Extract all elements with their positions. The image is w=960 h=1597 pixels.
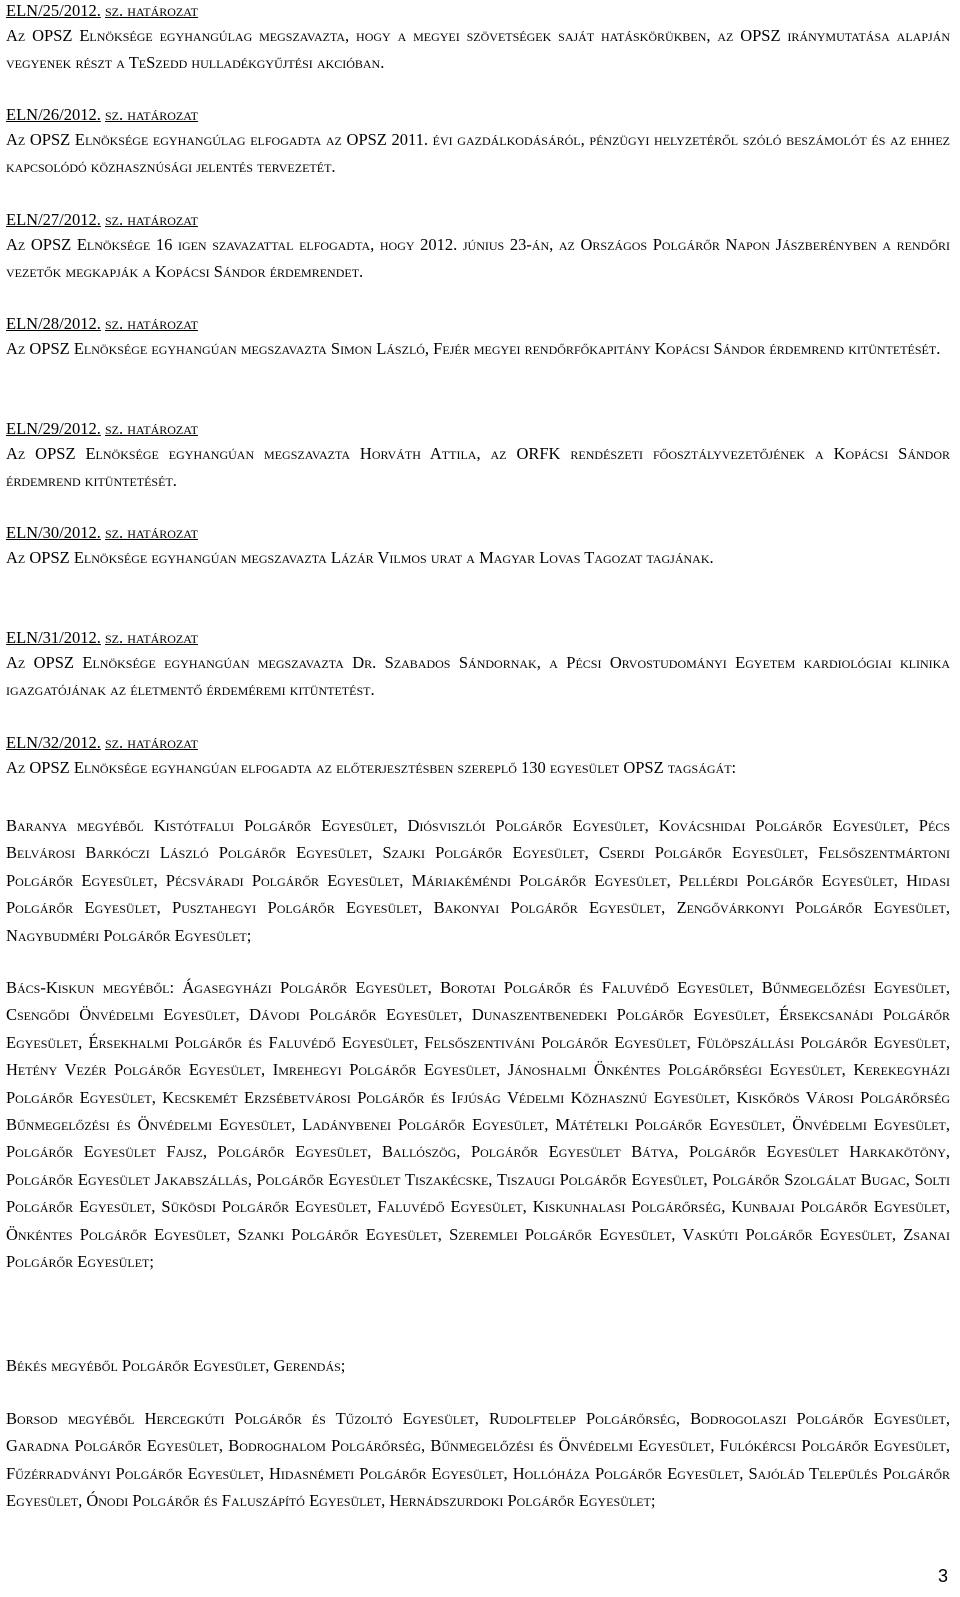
resolution-heading (6, 104, 950, 126)
resolution-text: Az OPSZ Elnöksége egyhangúlag elfogadta az OPSZ 2011. évi gazdálkodásáról, pénzügyi helyzetéről szóló beszámolót és az ehhez kapcsolódó közhasznúsági jelentés tervezetét. (6, 130, 950, 176)
resolution-1 (6, 0, 950, 76)
resolution-6 (6, 522, 950, 571)
resolution-suffix: sz. határozat (105, 733, 198, 752)
resolution-number: ELN/28/2012. (6, 314, 101, 333)
resolution-heading (6, 522, 950, 544)
resolution-number: ELN/29/2012. (6, 419, 101, 438)
resolution-number: ELN/25/2012. (6, 1, 101, 20)
page-number: 3 (937, 1566, 948, 1586)
resolution-text: Az OPSZ Elnöksége egyhangúan megszavazta Horváth Attila, az ORFK rendészeti főosztályvezetőjének a Kopácsi Sándor érdemrend kitüntetését. (6, 444, 950, 490)
resolution-suffix: sz. határozat (105, 419, 198, 438)
resolution-heading (6, 313, 950, 335)
resolution-4 (6, 313, 950, 362)
county-list-baranya: Baranya megyéből Kistótfalui Polgárőr Egyesület, Diósviszlói Polgárőr Egyesület, Kovácshidai Polgárőr Egyesület, Pécs Belvárosi Barkóczi László Polgárőr Egyesület, Szajki Polgárőr Egyesület, Cserdi Polgárőr Egyesület, Felsőszentmártoni Polgárőr Egyesület, Pécsváradi Polgárőr Egyesület, Máriakéméndi Polgárőr Egyesület, Pellérdi Polgárőr Egyesület, Hidasi Polgárőr Egyesület, Pusztahegyi Polgárőr Egyesület, Bakonyai Polgárőr Egyesület, Zengővárkonyi Polgárőr Egyesület, Nagybudméri Polgárőr Egyesület; (6, 816, 950, 945)
resolution-text: Az OPSZ Elnöksége egyhangúan megszavazta Simon László, Fejér megyei rendőrfőkapitány Kopácsi Sándor érdemrend kitüntetését. (6, 339, 941, 358)
resolution-3 (6, 209, 950, 285)
resolution-suffix: sz. határozat (105, 314, 198, 333)
resolution-number: ELN/27/2012. (6, 210, 101, 229)
resolution-heading (6, 732, 950, 754)
resolution-suffix: sz. határozat (105, 105, 198, 124)
resolution-8 (6, 732, 950, 781)
county-list-bekes: Békés megyéből Polgárőr Egyesület, Gerendás; (6, 1356, 346, 1375)
resolution-heading (6, 209, 950, 231)
resolution-suffix: sz. határozat (105, 523, 198, 542)
resolution-7 (6, 627, 950, 703)
resolution-2 (6, 104, 950, 180)
county-list-borsod: Borsod megyéből Hercegkúti Polgárőr és Tűzoltó Egyesület, Rudolftelep Polgárőrség, Bodrogolaszi Polgárőr Egyesület, Garadna Polgárőr Egyesület, Bodroghalom Polgárőrség, Bűnmegelőzési és Önvédelmi Egyesület, Fulókércsi Polgárőr Egyesület, Fűzérradványi Polgárőr Egyesület, Hidasnémeti Polgárőr Egyesület, Hollóháza Polgárőr Egyesület, Sajólád Település Polgárőr Egyesület, Ónodi Polgárőr és Faluszápító Egyesület, Hernádszurdoki Polgárőr Egyesület; (6, 1409, 950, 1511)
county-list-bacs-kiskun: Bács-Kiskun megyéből: Ágasegyházi Polgárőr Egyesület, Borotai Polgárőr és Faluvédő Egyesület, Bűnmegelőzési Egyesület, Csengődi Önvédelmi Egyesület, Dávodi Polgárőr Egyesület, Dunaszentbenedeki Polgárőr Egyesület, Érsekcsanádi Polgárőr Egyesület, Érsekhalmi Polgárőr és Faluvédő Egyesület, Felsőszentiváni Polgárőr Egyesület, Fülöpszállási Polgárőr Egyesület, Hetény Vezér Polgárőr Egyesület, Imrehegyi Polgárőr Egyesület, Jánoshalmi Önkéntes Polgárőrségi Egyesület, Kerekegyházi Polgárőr Egyesület, Kecskemét Erzsébetvárosi Polgárőr és Ifjúság Védelmi Közhasznú Egyesület, Kiskőrös Városi Polgárőrség Bűnmegelőzési és Önvédelmi Egyesület, Ladánybenei Polgárőr Egyesület, Mátételki Polgárőr Egyesület, Önvédelmi Egyesület, Polgárőr Egyesület Fajsz, Polgárőr Egyesület, Ballószög, Polgárőr Egyesület Bátya, Polgárőr Egyesület Harkakötöny, Polgárőr Egyesület Jakabszállás, Polgárőr Egyesület Tiszakécske, Tiszaugi Polgárőr Egyesület, Polgárőr Szolgálat Bugac, Solti Polgárőr Egyesület, Sükösdi Polgárőr Egyesület, Faluvédő Egyesület, Kiskunhalasi Polgárőrség, Kunbajai Polgárőr Egyesület, Önkéntes Polgárőr Egyesület, Szanki Polgárőr Egyesület, Szeremlei Polgárőr Egyesület, Vaskúti Polgárőr Egyesület, Zsanai Polgárőr Egyesület; (6, 978, 950, 1272)
resolution-text: Az OPSZ Elnöksége egyhangúan elfogadta az előterjesztésben szereplő 130 egyesület OPSZ tagságát: (6, 758, 737, 777)
resolution-suffix: sz. határozat (105, 210, 198, 229)
resolution-number: ELN/31/2012. (6, 628, 101, 647)
resolution-text: Az OPSZ Elnöksége egyhangúan megszavazta Lázár Vilmos urat a Magyar Lovas Tagozat tagjának. (6, 548, 714, 567)
resolution-suffix: sz. határozat (105, 1, 198, 20)
resolution-number: ELN/30/2012. (6, 523, 101, 542)
resolution-text: Az OPSZ Elnöksége egyhangúan megszavazta Dr. Szabados Sándornak, a Pécsi Orvostudományi Egyetem kardiológiai klinika igazgatójának az életmentő érdeméremi kitüntetést. (6, 653, 950, 699)
resolution-heading (6, 0, 950, 22)
resolution-suffix: sz. határozat (105, 628, 198, 647)
resolution-5 (6, 418, 950, 494)
resolution-text: Az OPSZ Elnöksége egyhangúlag megszavazta, hogy a megyei szövetségek saját hatáskörükben, az OPSZ iránymutatása alapján vegyenek részt a TeSzedd hulladékgyűjtési akcióban. (6, 26, 950, 72)
resolution-number: ELN/32/2012. (6, 733, 101, 752)
resolution-heading (6, 418, 950, 440)
resolution-number: ELN/26/2012. (6, 105, 101, 124)
resolution-text: Az OPSZ Elnöksége 16 igen szavazattal elfogadta, hogy 2012. június 23-án, az Országos Polgárőr Napon Jászberényben a rendőri vezetők megkapják a Kopácsi Sándor érdemrendet. (6, 235, 950, 281)
resolution-heading (6, 627, 950, 649)
